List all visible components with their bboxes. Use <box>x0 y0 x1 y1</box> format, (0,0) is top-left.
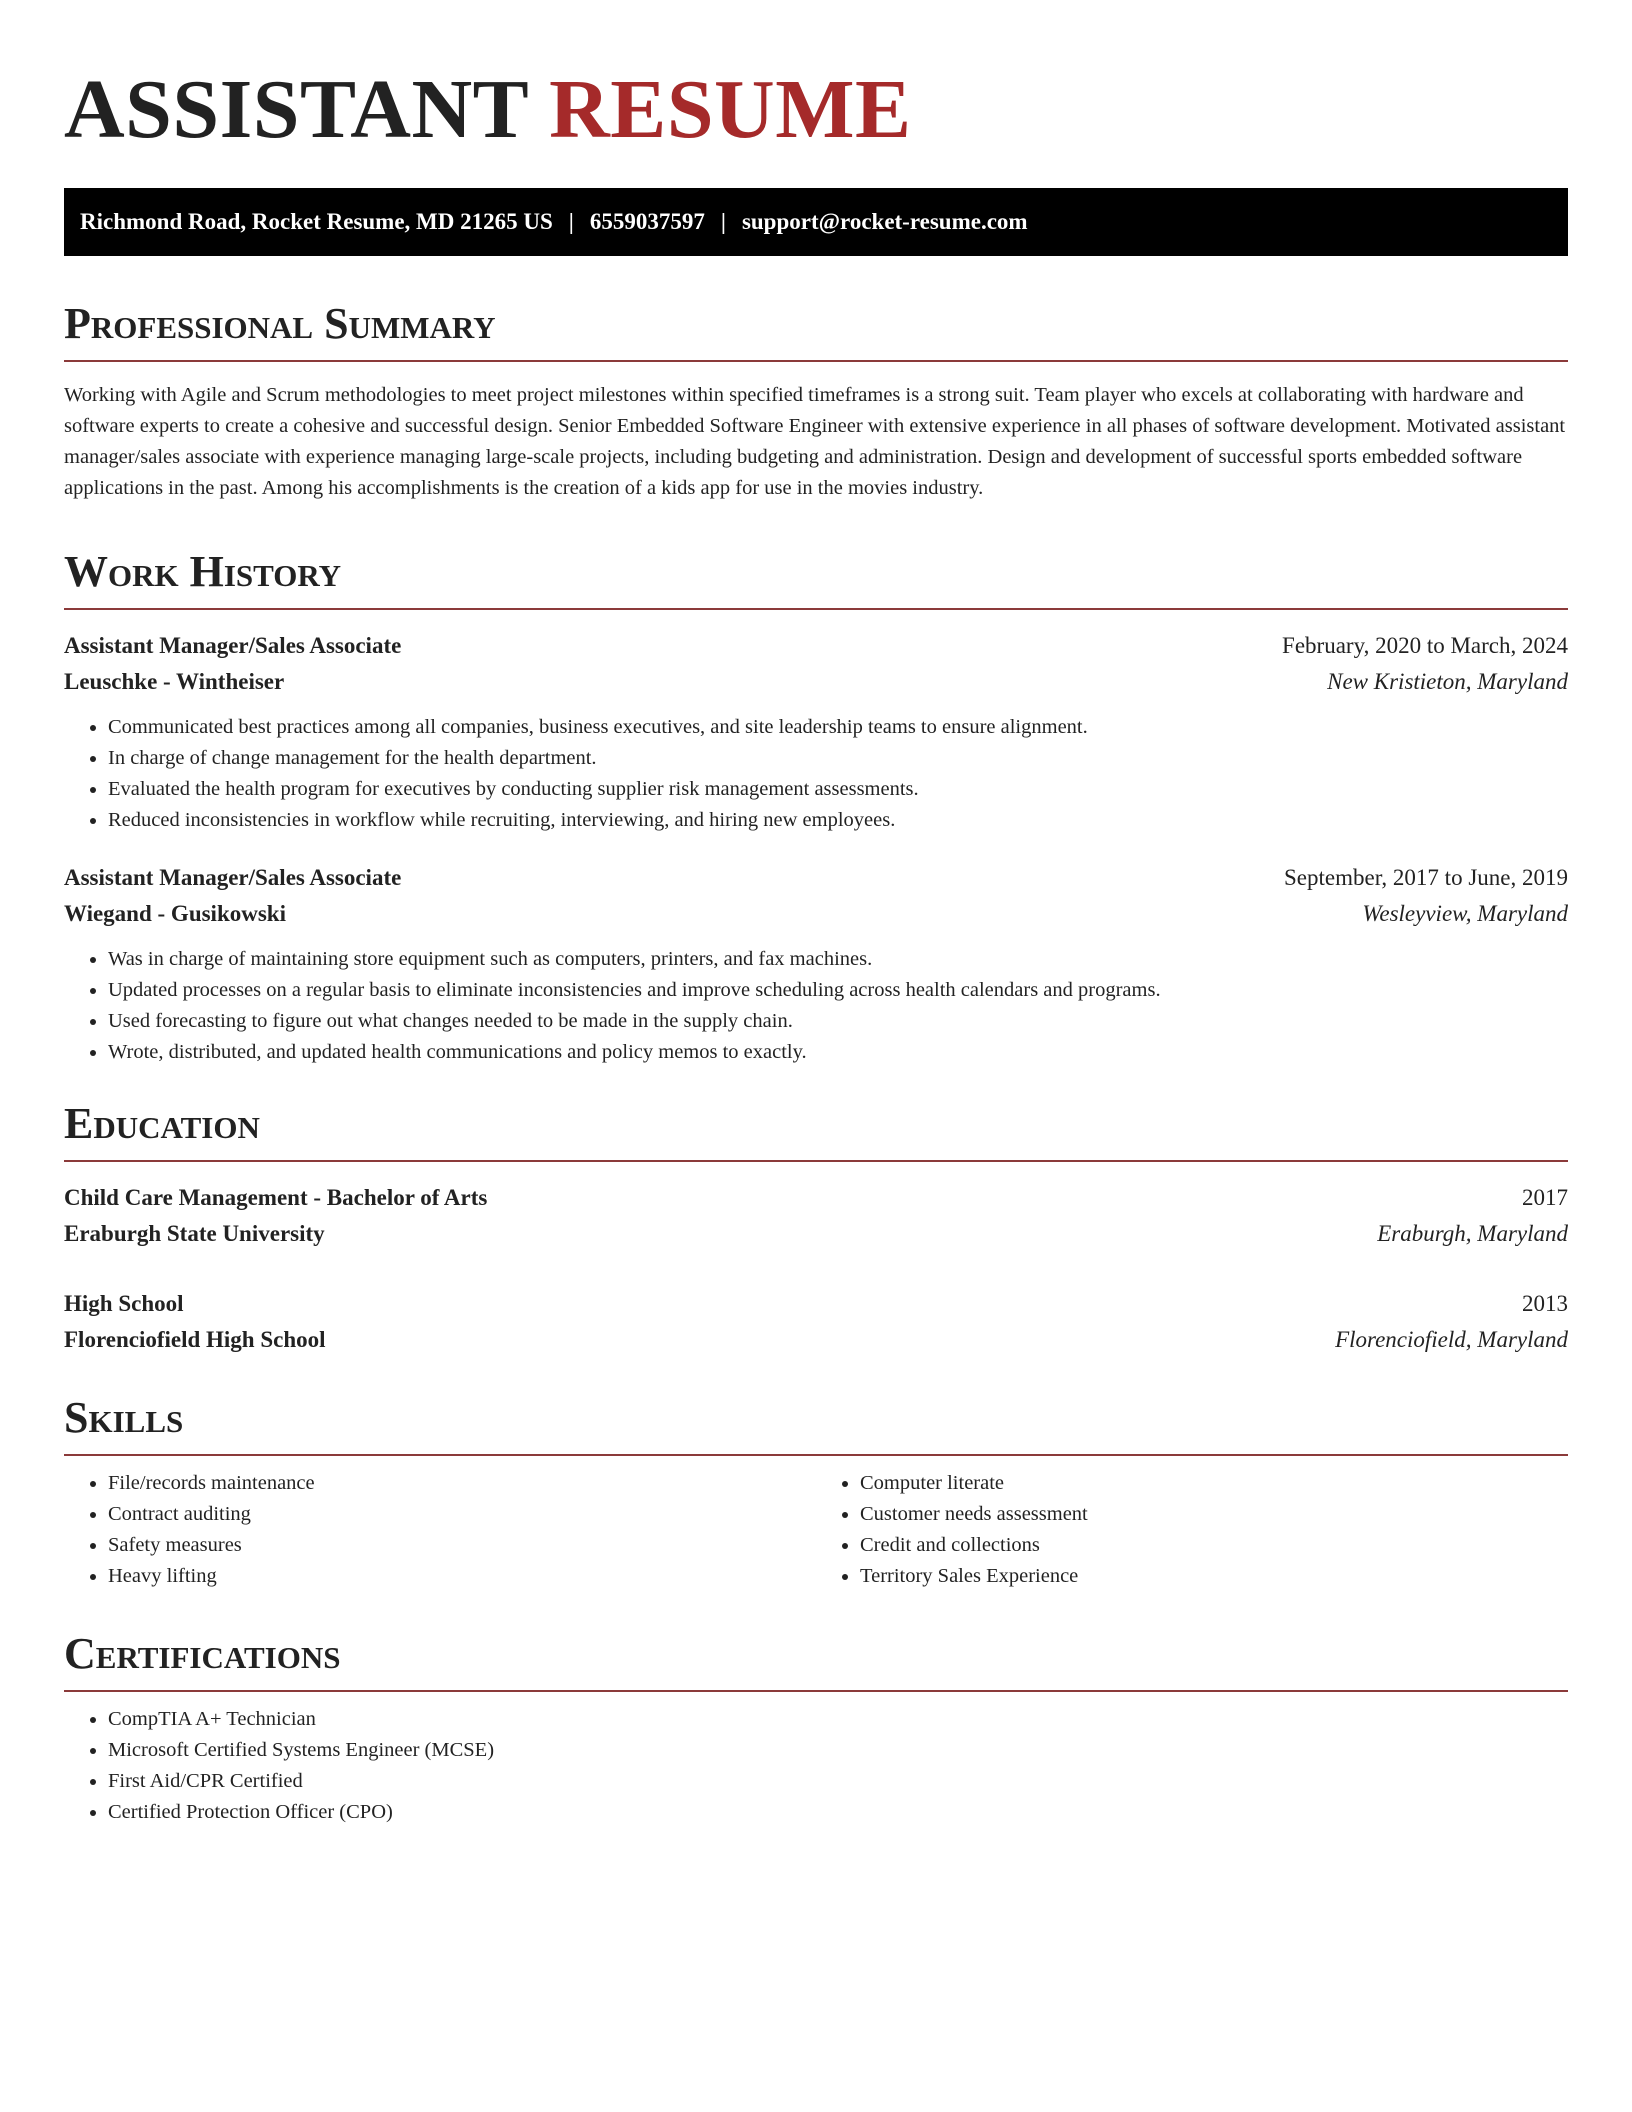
education-entry <box>64 1180 1568 1252</box>
job-location: Wesleyview, Maryland <box>1362 901 1568 926</box>
education-entry <box>64 1286 1568 1358</box>
contact-separator: | <box>720 209 726 234</box>
work-entry-header <box>64 860 1568 896</box>
list-item: • File/records maintenance <box>108 1468 816 1499</box>
section-heading-certifications: Certifications <box>64 1629 341 1678</box>
section-divider <box>64 608 1568 610</box>
list-item: • Customer needs assessment <box>860 1499 1568 1530</box>
section-divider <box>64 360 1568 362</box>
section-heading-work: Work History <box>64 547 342 596</box>
contact-address: Richmond Road, Rocket Resume, MD 21265 US <box>80 209 553 234</box>
list-item: • CompTIA A+ Technician <box>108 1704 1568 1735</box>
education-year: 2017 <box>1522 1185 1568 1210</box>
work-entry <box>64 628 1568 836</box>
work-entry-header <box>64 628 1568 664</box>
skills-column-right <box>816 1468 1568 1592</box>
resume-title <box>64 63 1568 156</box>
section-heading-summary: Professional Summary <box>64 299 496 348</box>
list-item: • First Aid/CPR Certified <box>108 1766 1568 1797</box>
education-entry-header <box>64 1286 1568 1322</box>
list-item: • Updated processes on a regular basis to eliminate inconsistencies and improve scheduling across health calendars and programs. <box>108 975 1568 1006</box>
section-divider <box>64 1160 1568 1162</box>
degree-name: High School <box>64 1291 184 1316</box>
skills-column-left <box>64 1468 816 1592</box>
section-heading-skills: Skills <box>64 1393 184 1442</box>
list-item: • Was in charge of maintaining store equipment such as computers, printers, and fax machines. <box>108 944 1568 975</box>
school-name: Florenciofield High School <box>64 1327 326 1352</box>
skills-grid <box>64 1468 1568 1592</box>
work-entry <box>64 860 1568 1068</box>
list-item: • Contract auditing <box>108 1499 816 1530</box>
list-item: • In charge of change management for the health department. <box>108 743 1568 774</box>
contact-separator: | <box>568 209 574 234</box>
job-location: New Kristieton, Maryland <box>1327 669 1568 694</box>
company-name: Leuschke - Wintheiser <box>64 669 285 694</box>
job-bullets <box>64 944 1568 1068</box>
contact-email: support@rocket-resume.com <box>741 209 1028 234</box>
contact-phone: 6559037597 <box>589 209 705 234</box>
list-item: • Heavy lifting <box>108 1561 816 1592</box>
list-item: • Wrote, distributed, and updated health communications and policy memos to exactly. <box>108 1037 1568 1068</box>
section-heading-education: Education <box>64 1099 260 1148</box>
contact-bar <box>64 188 1568 256</box>
work-entry-subheader <box>64 664 1568 700</box>
list-item: • Reduced inconsistencies in workflow while recruiting, interviewing, and hiring new employees. <box>108 805 1568 836</box>
job-title: Assistant Manager/Sales Associate <box>64 865 402 890</box>
list-item: • Certified Protection Officer (CPO) <box>108 1797 1568 1828</box>
work-entry-subheader <box>64 896 1568 932</box>
school-name: Eraburgh State University <box>64 1221 325 1246</box>
list-item: • Evaluated the health program for executives by conducting supplier risk management assessments. <box>108 774 1568 805</box>
section-divider <box>64 1454 1568 1456</box>
list-item: • Territory Sales Experience <box>860 1561 1568 1592</box>
job-bullets <box>64 712 1568 836</box>
summary-text: Working with Agile and Scrum methodologies to meet project milestones within specified timeframes is a strong suit. Team player who excels at collaborating with hardware and software experts to create a cohesive and successful design. Senior Embedded Software Engineer with extensive experience in all phases of software development. Motivated assistant manager/sales associate with experience managing large-scale projects, including budgeting and administration. Design and development of successful sports embedded software applications in the past. Among his accomplishments is the creation of a kids app for use in the movies industry. <box>64 384 1566 499</box>
list-item: • Safety measures <box>108 1530 816 1561</box>
company-name: Wiegand - Gusikowski <box>64 901 286 926</box>
education-entry-header <box>64 1180 1568 1216</box>
list-item: • Credit and collections <box>860 1530 1568 1561</box>
school-location: Florenciofield, Maryland <box>1335 1327 1568 1352</box>
degree-name: Child Care Management - Bachelor of Arts <box>64 1185 488 1210</box>
certifications-list <box>64 1704 1568 1828</box>
education-entry-subheader <box>64 1216 1568 1252</box>
job-dates: February, 2020 to March, 2024 <box>1282 633 1568 658</box>
list-item: • Microsoft Certified Systems Engineer (MCSE) <box>108 1735 1568 1766</box>
list-item: • Computer literate <box>860 1468 1568 1499</box>
section-divider <box>64 1690 1568 1692</box>
education-entry-subheader <box>64 1322 1568 1358</box>
list-item: • Used forecasting to figure out what changes needed to be made in the supply chain. <box>108 1006 1568 1037</box>
title-part-1: ASSISTANT <box>64 63 528 156</box>
job-title: Assistant Manager/Sales Associate <box>64 633 402 658</box>
education-year: 2013 <box>1522 1291 1568 1316</box>
job-dates: September, 2017 to June, 2019 <box>1284 865 1568 890</box>
school-location: Eraburgh, Maryland <box>1377 1221 1568 1246</box>
title-part-2: RESUME <box>549 63 912 156</box>
list-item: • Communicated best practices among all companies, business executives, and site leadership teams to ensure alignment. <box>108 712 1568 743</box>
